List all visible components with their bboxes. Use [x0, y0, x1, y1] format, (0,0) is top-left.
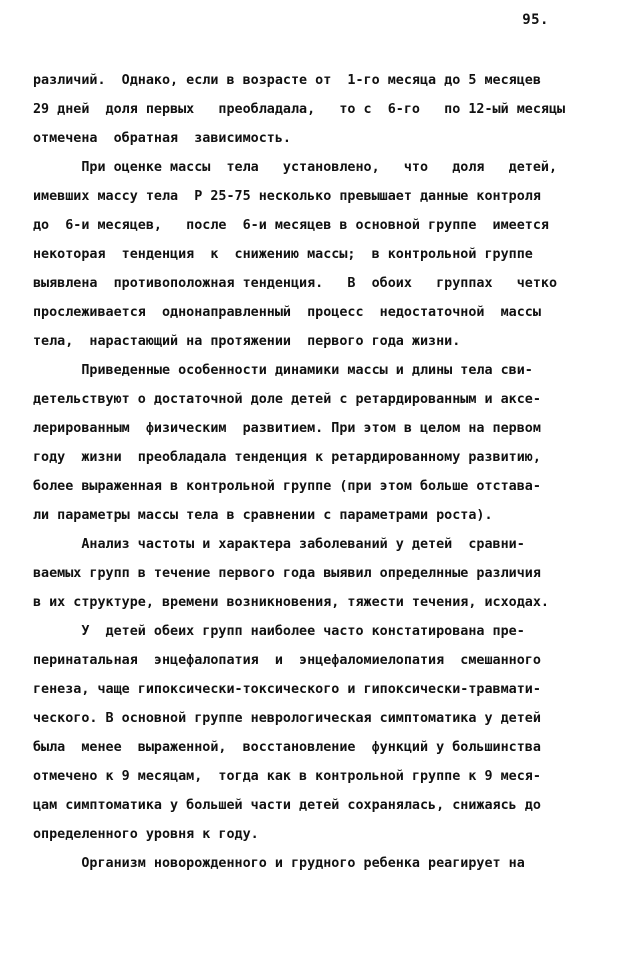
text-line: 29 дней доля первых преобладала, то с 6-го по 12-ый месяцы	[33, 102, 566, 117]
text-line: имевших массу тела Р 25-75 несколько превышает данные контроля	[33, 189, 541, 204]
text-line: в их структуре, времени возникновения, тяжести течения, исходах.	[33, 595, 549, 610]
text-line: была менее выраженной, восстановление функций у большинства	[33, 740, 541, 755]
text-line: некоторая тенденция к снижению массы; в контрольной группе	[33, 247, 533, 262]
text-line: ваемых групп в течение первого года выявил определнные различия	[33, 566, 541, 581]
text-line: ческого. В основной группе неврологическая симптоматика у детей	[33, 711, 541, 726]
text-line: детельствуют о достаточной доле детей с ретардированным и аксе-	[33, 392, 541, 407]
text-line: перинатальная энцефалопатия и энцефаломиелопатия смешанного	[33, 653, 541, 668]
paragraph	[33, 66, 593, 153]
text-line: лерированным физическим развитием. При этом в целом на первом	[33, 421, 541, 436]
text-line: Анализ частоты и характера заболеваний у детей сравни-	[33, 537, 525, 552]
text-line: выявлена противоположная тенденция. В обоих группах четко	[33, 276, 558, 291]
text-line: генеза, чаще гипоксически-токсического и гипоксически-травмати-	[33, 682, 541, 697]
text-line: определенного уровня к году.	[33, 827, 259, 842]
paragraph	[33, 356, 593, 530]
text-line: отмечена обратная зависимость.	[33, 131, 291, 146]
text-line: цам симптоматика у большей части детей сохранялась, снижаясь до	[33, 798, 541, 813]
text-line: У детей обеих групп наиболее часто констатирована пре-	[33, 624, 525, 639]
paragraph	[33, 153, 593, 356]
paragraph	[33, 530, 593, 617]
text-line: более выраженная в контрольной группе (при этом больше отстава-	[33, 479, 541, 494]
paragraph	[33, 617, 593, 849]
text-line: Приведенные особенности динамики массы и длины тела сви-	[33, 363, 533, 378]
text-line: При оценке массы тела установлено, что доля детей,	[33, 160, 558, 175]
text-line: до 6-и месяцев, после 6-и месяцев в основной группе имеется	[33, 218, 549, 233]
body-text	[33, 66, 593, 878]
text-line: тела, нарастающий на протяжении первого года жизни.	[33, 334, 461, 349]
text-line: отмечено к 9 месяцам, тогда как в контрольной группе к 9 меся-	[33, 769, 541, 784]
text-line: различий. Однако, если в возрасте от 1-го месяца до 5 месяцев	[33, 73, 541, 88]
page-number: 95.	[522, 12, 549, 28]
paragraph	[33, 849, 593, 878]
text-line: Организм новорожденного и грудного ребенка реагирует на	[33, 856, 525, 871]
text-line: году жизни преобладала тенденция к ретардированному развитию,	[33, 450, 541, 465]
text-line: ли параметры массы тела в сравнении с параметрами роста).	[33, 508, 493, 523]
text-line: прослеживается однонаправленный процесс недостаточной массы	[33, 305, 541, 320]
